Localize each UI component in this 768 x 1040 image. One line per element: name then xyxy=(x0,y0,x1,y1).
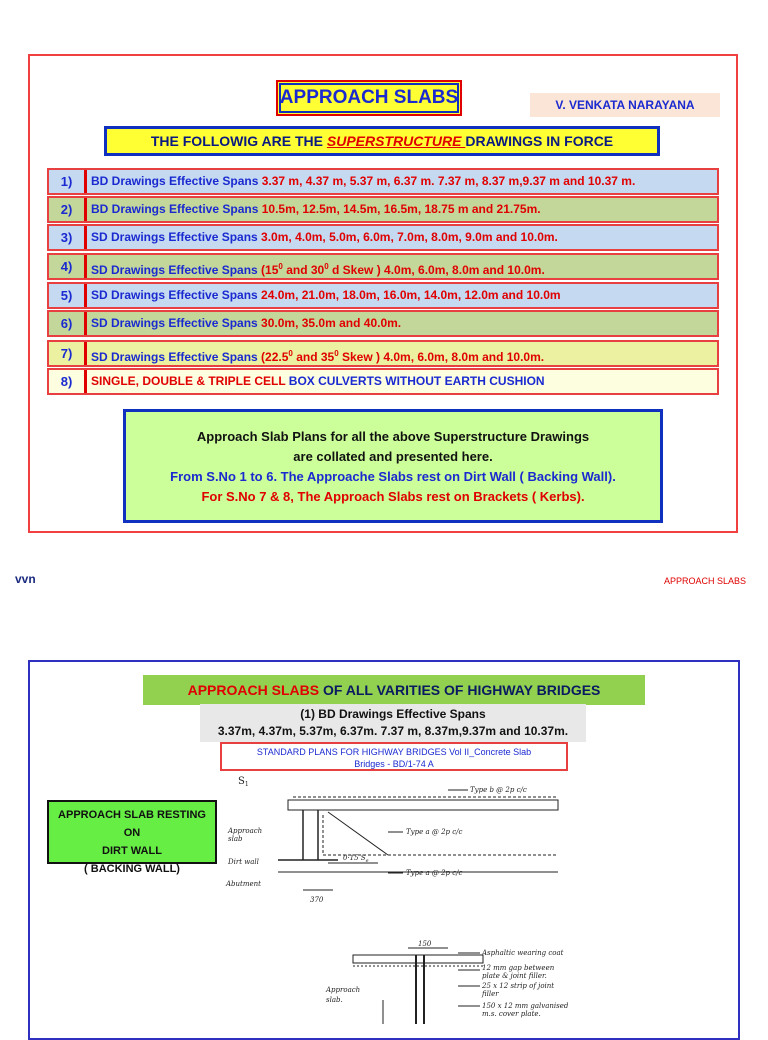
drawing-row-5 xyxy=(47,282,719,309)
label-strip-1: 25 x 12 strip of joint xyxy=(482,982,555,990)
row-label-red: SINGLE, DOUBLE & TRIPLE CELL xyxy=(91,374,286,388)
row-label: SD Drawings Effective Spans xyxy=(91,263,258,277)
drawing-row-2 xyxy=(47,196,719,223)
label-approach: Approach xyxy=(228,827,263,835)
row-label: SD Drawings Effective Spans xyxy=(91,350,258,364)
label-dim-150: 150 xyxy=(418,940,432,948)
subtitle-pre: THE FOLLOWIG ARE THE xyxy=(150,133,327,149)
row-label: SD Drawings Effective Spans xyxy=(91,230,258,244)
note-line-2: are collated and presented here. xyxy=(293,449,493,464)
note-line-3: From S.No 1 to 6. The Approache Slabs rest on Dirt Wall ( Backing Wall). xyxy=(170,469,616,484)
plan-title-line-2: Bridges - BD/1-74 A xyxy=(354,759,434,769)
row-value: ($15^0$ and $30^0$ d Skew ) 4.0m, 6.0m, 8.0m and 10.0m. xyxy=(257,262,545,277)
label-s1: $S_1$ xyxy=(238,776,249,788)
row-number: 4) xyxy=(49,255,87,278)
row-value: 3.37 m, 4.37 m, 5.37 m, 6.37 m. 7.37 m, 8.37 m,9.37 m and 10.37 m. xyxy=(258,174,636,188)
drawing-row-8 xyxy=(47,368,719,395)
deck-slab xyxy=(288,800,558,810)
label-abutment: Abutment xyxy=(226,880,261,888)
slide-1-subtitle xyxy=(104,126,660,156)
label-plate-1: 150 x 12 mm galvanised xyxy=(482,1002,568,1010)
resting-note-box xyxy=(47,800,217,875)
note-line-1: Approach Slab Plans for all the above Superstructure Drawings xyxy=(196,429,590,444)
label-approach-2a: Approach xyxy=(326,986,361,994)
drawing-row-3 xyxy=(47,224,719,251)
approach-slab-drawing xyxy=(218,770,568,1024)
drawing-row-6 xyxy=(47,310,719,337)
row-number: 6) xyxy=(49,312,87,335)
row-label-blue: BOX CULVERTS WITHOUT EARTH CUSHION xyxy=(285,374,545,388)
label-asphaltic: Asphaltic wearing coat xyxy=(482,949,564,957)
plan-title xyxy=(220,742,568,771)
resting-line-1: APPROACH SLAB RESTING ON xyxy=(58,809,206,839)
label-dim-015: 0·15 $S_e$ xyxy=(343,854,369,864)
footer-left: vvn xyxy=(15,572,36,586)
label-approach-2b: slab. xyxy=(326,996,343,1004)
drawing-row-4 xyxy=(47,253,719,280)
row-label: SD Drawings Effective Spans xyxy=(91,316,258,330)
row-value: 10.5m, 12.5m, 14.5m, 16.5m, 18.75 m and 21.75m. xyxy=(258,202,541,216)
row-number: 7) xyxy=(49,342,87,365)
drawing-row-7 xyxy=(47,340,719,367)
row-value: 30.0m, 35.0m and 40.0m. xyxy=(257,316,402,330)
subtitle-highlight: SUPERSTRUCTURE xyxy=(326,133,466,149)
rebar-diagonal xyxy=(328,812,388,855)
resting-line-2: DIRT WALL xyxy=(102,845,162,857)
title-rest: OF ALL VARITIES OF HIGHWAY BRIDGES xyxy=(319,682,601,698)
row-value: (22.5$^0$ and $35^0$ Skew ) 4.0m, 6.0m, 8.0m and 10.0m. xyxy=(257,349,545,364)
slide-2-title xyxy=(143,675,645,705)
label-slab: slab xyxy=(228,835,243,843)
note-line-4: For S.No 7 & 8, The Approach Slabs rest on Brackets ( Kerbs). xyxy=(201,489,585,504)
footer-right: APPROACH SLABS xyxy=(664,576,747,586)
subtitle-post: DRAWINGS IN FORCE xyxy=(465,133,614,149)
label-dim-370: 370 xyxy=(310,896,324,904)
row-value: 3.0m, 4.0m, 5.0m, 6.0m, 7.0m, 8.0m, 9.0m and 10.0m. xyxy=(257,230,558,244)
row-number: 2) xyxy=(49,198,87,221)
row-label: BD Drawings Effective Spans xyxy=(91,174,259,188)
section-joint xyxy=(353,948,483,1024)
row-number: 5) xyxy=(49,284,87,307)
label-strip-2: filler xyxy=(482,990,499,998)
slide-1-title: APPROACH SLABS xyxy=(276,80,462,116)
row-label: BD Drawings Effective Spans xyxy=(91,202,259,216)
label-plate-2: m.s. cover plate. xyxy=(482,1010,541,1018)
row-label: SD Drawings Effective Spans xyxy=(91,288,258,302)
label-dirt-wall: Dirt wall xyxy=(228,858,259,866)
plan-title-line-1: STANDARD PLANS FOR HIGHWAY BRIDGES Vol II_Concrete Slab xyxy=(256,747,532,757)
drawing-row-1 xyxy=(47,168,719,195)
wearing-coat xyxy=(353,955,483,963)
row-value: 24.0m, 21.0m, 18.0m, 16.0m, 14.0m, 12.0m and 10.0m xyxy=(257,288,561,302)
span-line-2: 3.37m, 4.37m, 5.37m, 6.37m. 7.37 m, 8.37m,9.37m and 10.37m. xyxy=(217,724,569,738)
author-name: V. VENKATA NARAYANA xyxy=(530,93,720,117)
title-highlight: APPROACH SLABS xyxy=(187,682,320,698)
note-box xyxy=(123,409,663,523)
label-type-a2: Type a @ 2p c/c xyxy=(406,869,463,877)
row-number: 3) xyxy=(49,226,87,249)
row-number: 8) xyxy=(49,370,87,393)
label-gap-2: plate & joint filler. xyxy=(482,972,547,980)
resting-line-3: ( BACKING WALL) xyxy=(84,863,180,875)
span-info-box xyxy=(200,704,586,742)
label-type-a1: Type a @ 2p c/c xyxy=(406,828,463,836)
span-line-1: (1) BD Drawings Effective Spans xyxy=(300,707,486,721)
label-type-b: Type b @ 2p c/c xyxy=(470,786,527,794)
row-number: 1) xyxy=(49,170,87,193)
label-gap-1: 12 mm gap between xyxy=(482,964,555,972)
